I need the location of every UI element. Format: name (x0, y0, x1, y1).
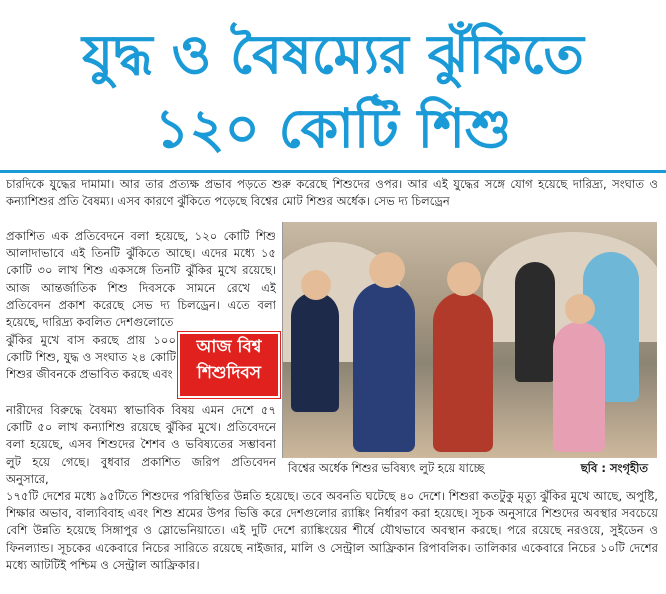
child-head (369, 252, 405, 288)
adult-figure (515, 262, 555, 382)
child-figure (553, 322, 605, 452)
badge-line-2: শিশুদিবস (196, 363, 262, 383)
child-figure (433, 292, 493, 452)
photo-caption (282, 458, 656, 478)
article-tail: ১৭৫টি দেশের মধ্যে ৯৫টিতে শিশুদের পরিস্থিতির উন্নতি হয়েছে। তবে অবনতি ঘটেছে ৪০ দেশে। শিশুরা কতটুকু মৃত্যু ঝুঁকির মুখে আছে, অপুষ্টি, শিক্ষার অভাব, বাল্যবিবাহ এবং শিশু শ্রমের উপর ভিত্তি করে দেশগুলোর র‌্যাঙ্কিং নির্ধারণ করা হয়েছে। সূচক অনুসারে শিশুদের অবস্থার সবচেয়ে বেশি উন্নতি হয়েছে সিঙ্গাপুর ও স্লোভেনিয়াতে। এই দুটি দেশে র‌্যাঙ্কিংয়ের শীর্ষে যৌথভাবে অবস্থান করছে। পরে রয়েছে নরওয়ে, সুইডেন ও ফিনল্যান্ড। সূচকের একেবারে নিচের সারিতে রয়েছে নাইজার, মালি ও সেন্ট্রাল আফ্রিকান রিপাবলিক। তালিকার একেবারে নিচের ১০টি দেশের মধ্যে আটটিই পশ্চিম ও সেন্ট্রাল আফ্রিকার। (6, 489, 658, 572)
headline-divider (0, 170, 666, 173)
world-childrens-day-badge (178, 332, 280, 398)
child-figure (291, 292, 339, 412)
caption-text: বিশ্বের অর্ধেক শিশুর ভবিষ্যৎ লুট হয়ে যাচ্ছে (288, 461, 485, 475)
article-column-text: প্রকাশিত এক প্রতিবেদনে বলা হয়েছে, ১২০ কোটি শিশু আলাদাভাবে এই তিনটি ঝুঁকিতে আছে। এদের মধ্যে ১৫ কোটি ৩০ লাখ শিশু একসঙ্গে তিনটি ঝুঁকির মুখে রয়েছে। আজ আন্তর্জাতিক শিশু দিবসকে সামনে রেখে এই প্রতিবেদন প্রকাশ করেছে সেভ দ্য চিলড্রেন। এতে বলা হয়েছে, দারিদ্র্য কবলিত দেশগুলোতে (6, 229, 276, 330)
photo-credit: ছবি : সংগৃহীত (580, 461, 648, 475)
article-column-text-2: নারীদের বিরুদ্ধে বৈষম্য স্বাভাবিক বিষয় এমন দেশে ৫৭ কোটি ৫০ লাখ কন্যাশিশু রয়েছে ঝুঁকির মুখে। প্রতিবেদনে বলা হয়েছে, এসব শিশুদের শৈশব ও ভবিষ্যতের সম্ভাবনা লুট হয়ে গেছে। বুধবার প্রকাশিত জরিপ প্রতিবেদন অনুসারে, (6, 403, 276, 486)
child-head (447, 262, 481, 296)
child-head (301, 270, 331, 300)
child-head (565, 294, 595, 324)
article-intro: চারদিকে যুদ্ধের দামামা। আর তার প্রত্যক্ষ প্রভাব পড়তে শুরু করেছে শিশুদের ওপর। আর এই যুদ্ধের সঙ্গে যোগ হয়েছে দারিদ্র্য, সংঘাত ও কন্যাশিশুর প্রতি বৈষম্য। এসব কারণে ঝুঁকিতে পড়েছে বিশ্বের মোট শিশুর অর্ধেক। সেভ দ্য চিলড্রেন (6, 177, 658, 209)
headline-line-1: যুদ্ধ ও বৈষম্যের ঝুঁকিতে (82, 23, 584, 86)
children-photo (282, 222, 657, 458)
headline-line-2: ১২০ কোটি শিশু (154, 97, 512, 160)
article-inset-text: ঝুঁকির মুখে বাস করছে প্রায় ১০০ কোটি শিশু, যুদ্ধ ও সংঘাত ২৪ কোটি শিশুর জীবনকে প্রভাবিত করছে এবং (6, 333, 176, 382)
badge-line-1: আজ বিশ্ব (196, 337, 262, 357)
child-figure (353, 282, 415, 452)
